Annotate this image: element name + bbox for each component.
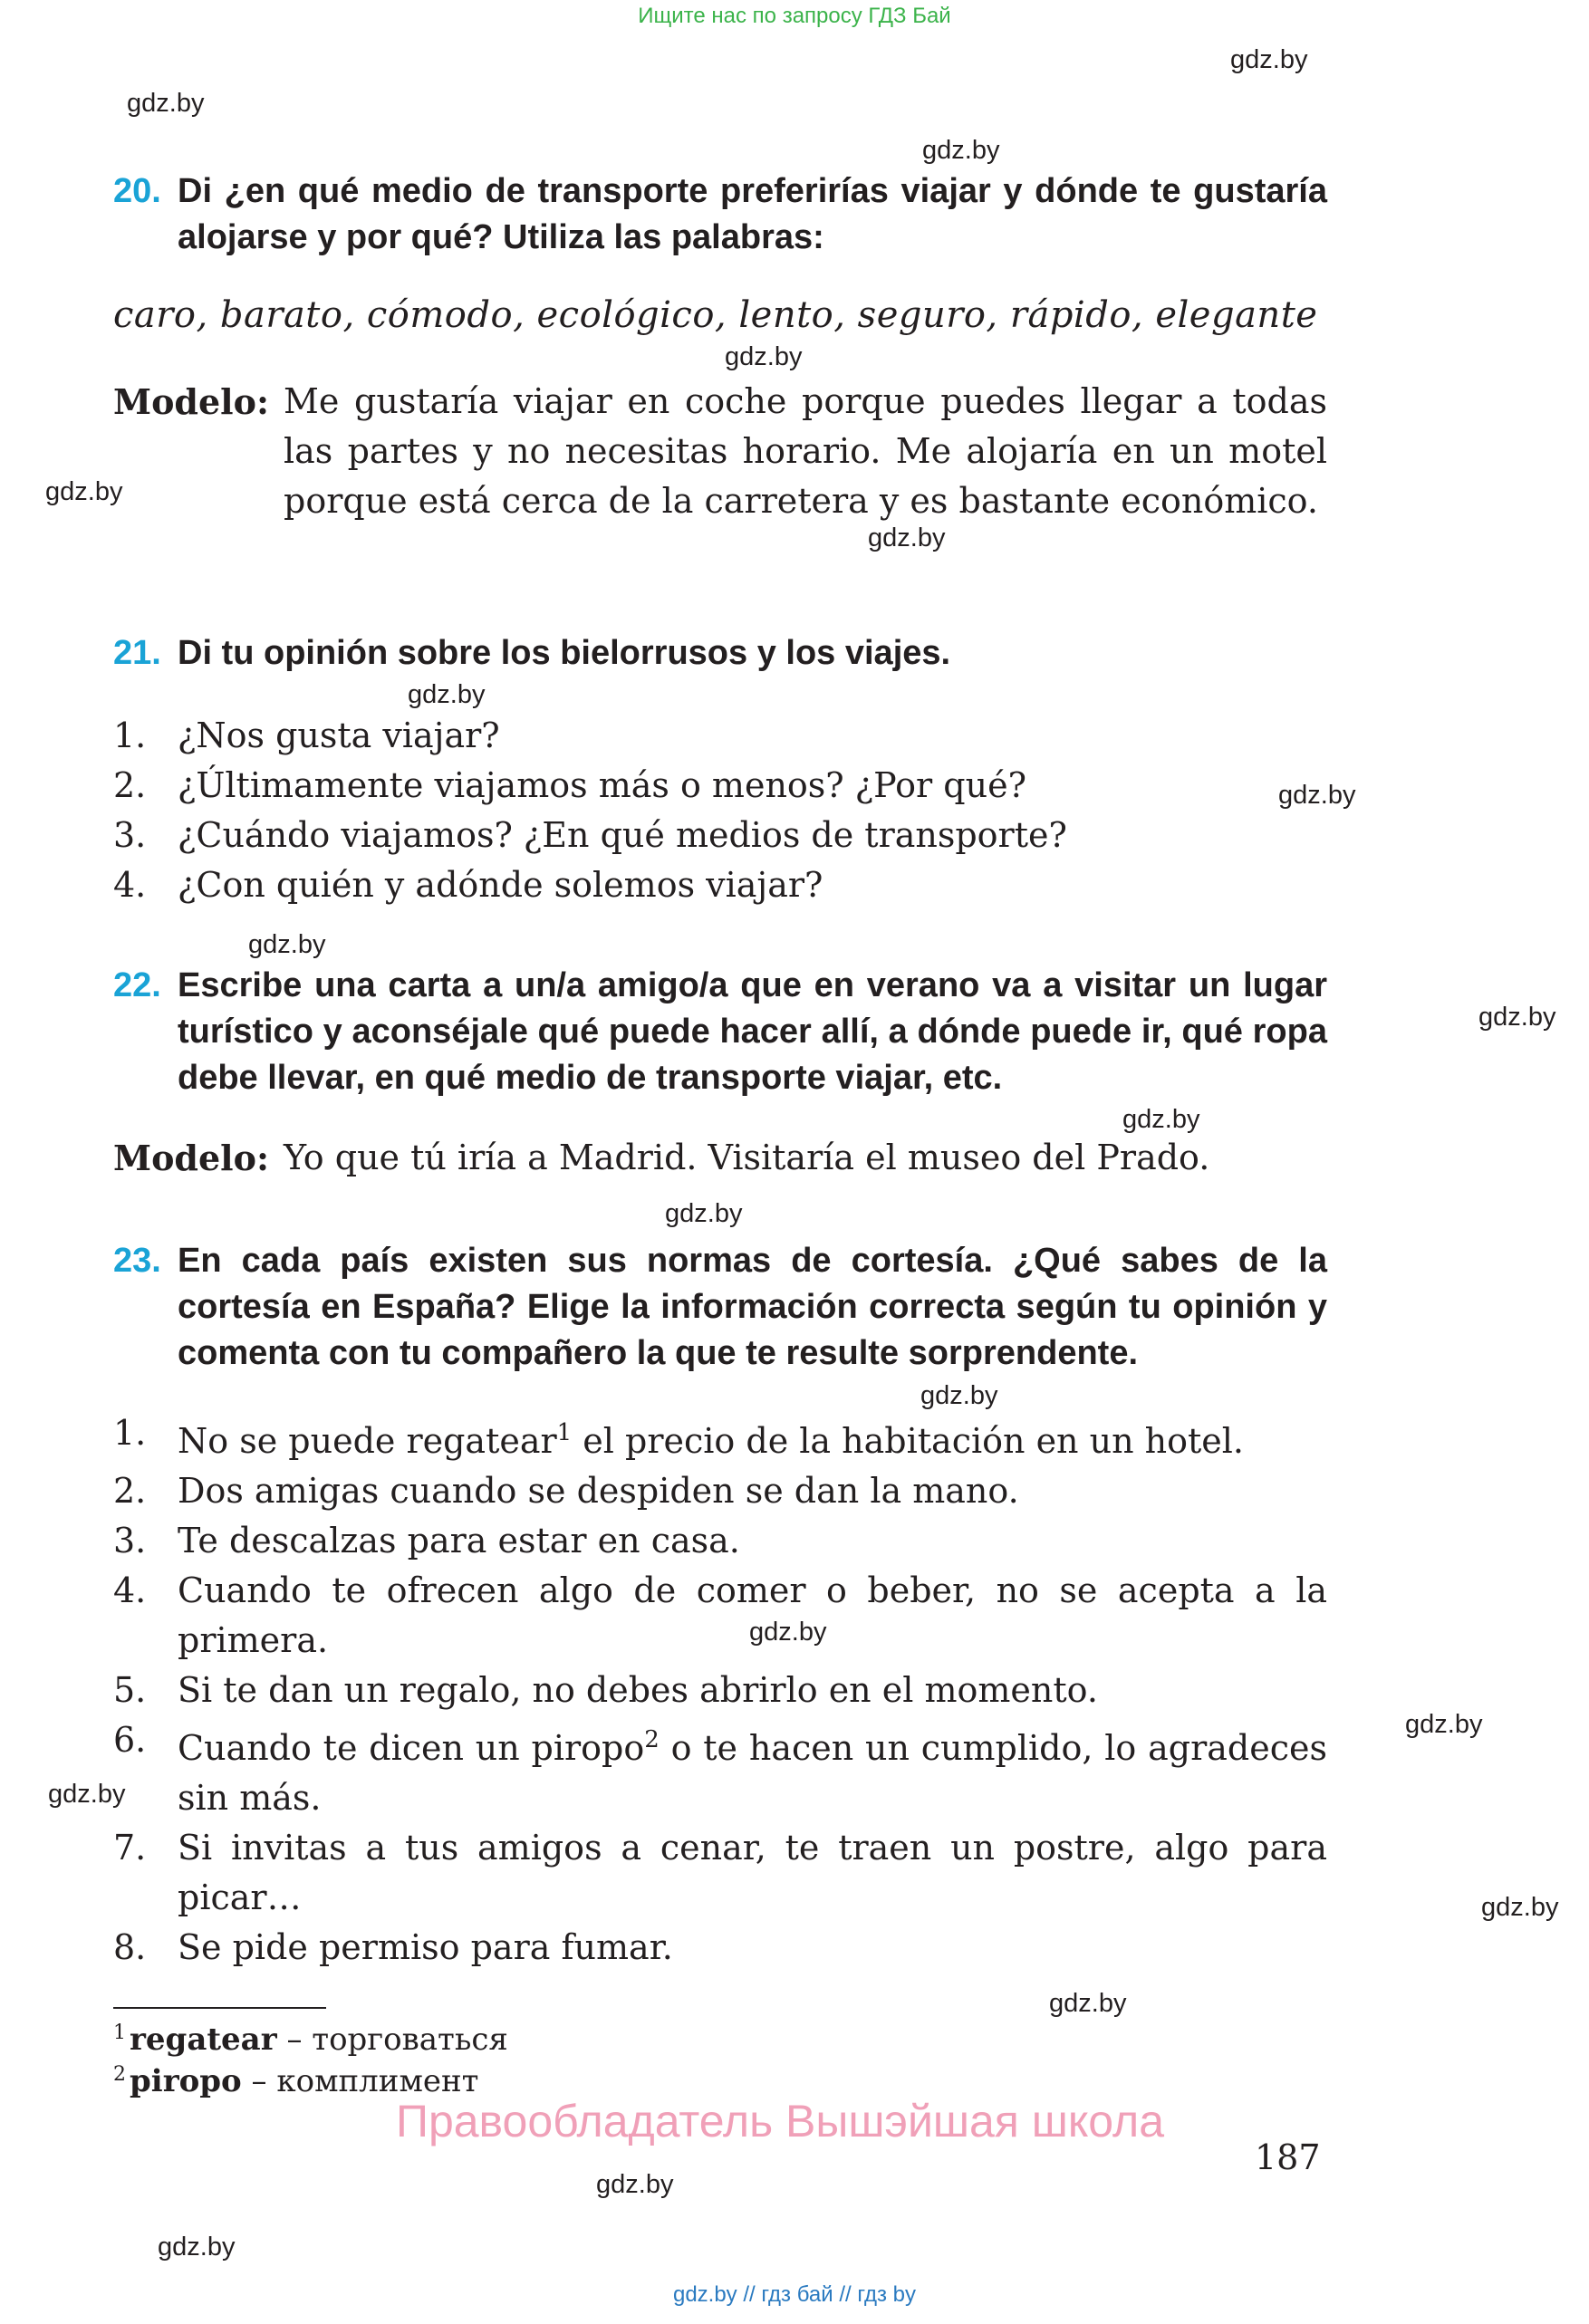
bottom-banner: gdz.by // гдз бай // гдз by [672,2282,917,2307]
watermark: gdz.by [920,1381,998,1410]
item-text: Te descalzas para estar en casa. [178,1521,740,1561]
footnote-separator: – [241,2063,277,2099]
item-text: ¿Cuándo viajamos? ¿En qué medios de transporte? [178,815,1067,855]
item-number: 3. [113,1521,147,1561]
footnote-term: piropo [130,2063,242,2099]
exercise-number: 22. [113,966,161,1004]
footnote-reference: 1 [556,1419,573,1446]
exercise-23-heading [113,1238,1327,1377]
list-item [113,1466,1327,1516]
exercise-21-questions [113,711,1327,910]
list-item [113,1408,1327,1466]
watermark: gdz.by [408,680,486,709]
item-number: 2. [113,1471,147,1511]
exercise-number: 20. [113,172,161,210]
exercise-instruction: En cada país existen sus normas de cortesía. ¿Qué sabes de la cortesía en España? Elige la información correcta según tu opinión y comenta con tu compañero la que te resulte sorprendente. [178,1242,1327,1372]
item-text: No se puede regatear [178,1421,557,1461]
rights-holder: Правообладатель Вышэйшая школа [396,2096,1164,2146]
watermark: gdz.by [1049,1989,1127,2018]
list-item [113,1923,1327,1973]
footnote-meaning: торговаться [312,2021,508,2058]
watermark: gdz.by [596,2170,674,2199]
model-example [113,377,1327,526]
model-text: Yo que tú iría a Madrid. Visitaría el museo del Prado. [284,1138,1210,1177]
watermark: gdz.by [725,342,803,371]
exercise-instruction: Di tu opinión sobre los bielorrusos y los viajes. [178,634,951,672]
footnote-meaning: комплимент [276,2063,479,2099]
watermark: gdz.by [749,1618,827,1647]
exercise-22-heading [113,963,1327,1101]
footnote-mark: 1 [113,2021,126,2044]
exercise-instruction: Escribe una carta a un/a amigo/a que en verano va a visitar un lugar turístico y aconséjale qué puede hacer allí, a dónde puede ir, qué ropa debe llevar, en qué medio de transporte viajar, etc. [178,966,1327,1097]
footnote-mark: 2 [113,2063,126,2086]
watermark: gdz.by [922,136,1000,165]
exercise-number: 21. [113,634,161,672]
model-label: Modelo: [113,1138,269,1178]
watermark: gdz.by [1481,1893,1559,1922]
watermark: gdz.by [1230,45,1308,74]
footnote-separator: – [276,2021,313,2058]
item-text: Se pide permiso para fumar. [178,1927,673,1967]
list-item [113,1823,1327,1923]
watermark: gdz.by [127,89,205,118]
item-number: 1. [113,1413,147,1453]
item-number: 3. [113,815,147,855]
item-text: Cuando te dicen un piropo [178,1728,645,1768]
item-number: 4. [113,865,147,905]
list-item [113,1566,1327,1666]
exercise-21-heading [113,630,1327,677]
item-text: Si te dan un regalo, no debes abrirlo en el momento. [178,1670,1098,1710]
item-text: Si invitas a tus amigos a cenar, te traen un postre, algo para picar… [178,1828,1327,1917]
exercise-20-heading [113,168,1327,261]
list-item [113,761,1327,811]
watermark: gdz.by [868,523,946,552]
watermark: gdz.by [1478,1003,1556,1032]
item-text: el precio de la habitación en un hotel. [572,1421,1244,1461]
item-text: o te hacen un cumplido, lo agradeces sin más. [178,1728,1327,1818]
model-label: Modelo: [113,381,269,422]
footnote-divider [113,2007,326,2009]
footnote-reference: 2 [644,1726,660,1753]
model-example [113,1133,1327,1183]
page-number: 187 [1255,2137,1321,2177]
watermark: gdz.by [248,930,326,959]
list-item [113,1666,1327,1715]
item-text: ¿Nos gusta viajar? [178,715,500,755]
watermark: gdz.by [665,1199,743,1228]
list-item [113,1715,1327,1823]
watermark: gdz.by [158,2233,236,2262]
item-number: 5. [113,1670,147,1710]
item-number: 7. [113,1828,147,1868]
exercise-instruction: Di ¿en qué medio de transporte preferirías viajar y dónde te gustaría alojarse y por qué? Utiliza las palabras: [178,172,1327,256]
item-text: ¿Últimamente viajamos más o menos? ¿Por qué? [178,765,1026,805]
word-bank: caro, barato, cómodo, ecológico, lento, seguro, rápido, elegante [113,294,1318,336]
item-text: Dos amigas cuando se despiden se dan la mano. [178,1471,1019,1511]
model-text: Me gustaría viajar en coche porque puedes llegar a todas las partes y no necesitas horario. Me alojaría en un motel porque está cerca de la carretera y es bastante económico. [284,381,1327,521]
item-number: 4. [113,1570,147,1610]
watermark: gdz.by [1122,1105,1200,1134]
watermark: gdz.by [48,1780,126,1809]
footnote-term: regatear [130,2021,277,2058]
top-banner: Ищите нас по запросу ГДЗ Бай [638,4,951,28]
watermark: gdz.by [1278,781,1356,810]
list-item [113,811,1327,860]
item-number: 8. [113,1927,147,1967]
watermark: gdz.by [45,477,123,506]
exercise-23-statements [113,1408,1327,1973]
item-number: 1. [113,715,147,755]
item-number: 6. [113,1720,147,1760]
item-text: Cuando te ofrecen algo de comer o beber, no se acepta a la primera. [178,1570,1327,1660]
list-item [113,711,1327,761]
list-item [113,860,1327,910]
item-number: 2. [113,765,147,805]
exercise-number: 23. [113,1242,161,1280]
watermark: gdz.by [1405,1710,1483,1739]
list-item [113,1516,1327,1566]
item-text: ¿Con quién y adónde solemos viajar? [178,865,823,905]
